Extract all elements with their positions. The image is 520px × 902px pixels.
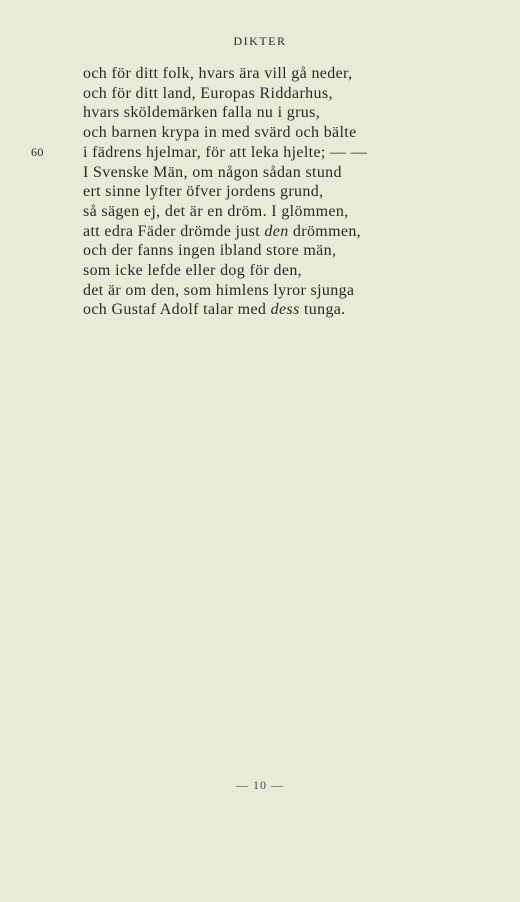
poem-line: och Gustaf Adolf talar med dess tunga. <box>83 301 346 319</box>
poem-line: och för ditt folk, hvars ära vill gå neder, <box>83 65 353 82</box>
poem-line: hvars sköldemärken falla nu i grus, <box>83 104 321 122</box>
poem-line: I Svenske Män, om någon sådan stund <box>83 163 342 181</box>
running-header: DIKTER <box>233 34 287 48</box>
poem-body <box>31 64 503 320</box>
poem-line: ert sinne lyfter öfver jordens grund, <box>83 183 324 201</box>
page-number: — 10 — <box>236 778 284 792</box>
poem-line: att edra Fäder drömde just den drömmen, <box>83 222 362 240</box>
poem-line: och barnen krypa in med svärd och bälte <box>83 124 357 142</box>
poem-line: det är om den, som himlens lyror sjunga <box>83 281 355 299</box>
poem-line: och der fanns ingen ibland store män, <box>83 242 337 260</box>
line-number: 60 <box>31 144 44 159</box>
poem-line: 60 i fädrens hjelmar, för att leka hjelte; — — <box>31 143 368 161</box>
poem-line: och för ditt land, Europas Riddarhus, <box>83 84 333 102</box>
poem-line: som icke lefde eller dog för den, <box>83 262 303 280</box>
italic-word: dess <box>270 301 300 319</box>
italic-word: den <box>264 222 289 240</box>
poem-line: så sägen ej, det är en dröm. I glömmen, <box>83 202 349 220</box>
